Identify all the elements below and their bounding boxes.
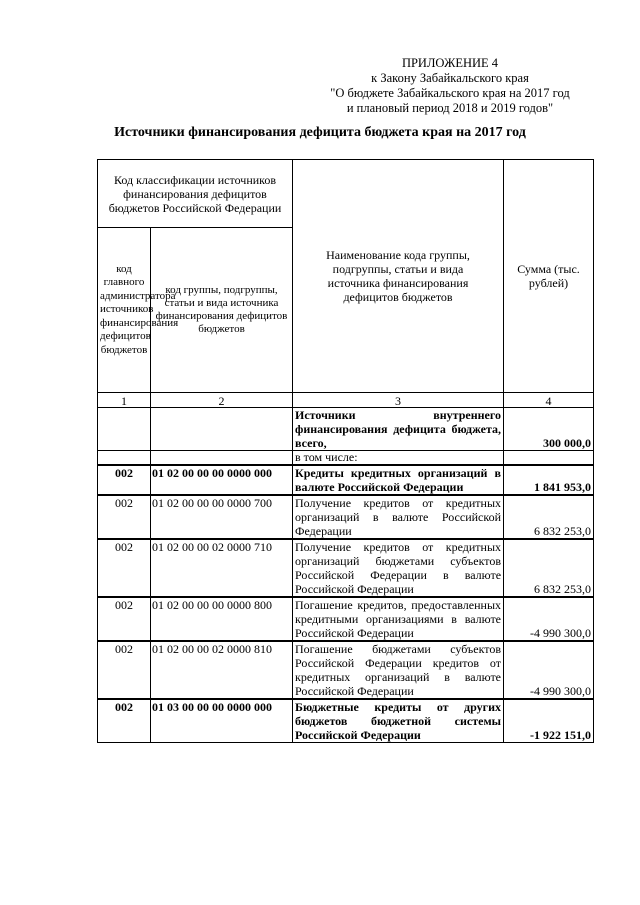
admin-code-cell: 002: [98, 539, 151, 597]
appendix-law-title: "О бюджете Забайкальского края на 2017 год: [330, 86, 570, 100]
sum-cell: 6 832 253,0: [504, 495, 594, 539]
table-row: [98, 495, 594, 539]
table-row: [98, 641, 594, 699]
header-admin-code: код главного администратора источников финансирования дефицитов бюджетов: [98, 228, 151, 393]
sum-cell: 300 000,0: [504, 408, 594, 451]
admin-code-cell: [98, 451, 151, 466]
group-code-cell: 01 03 00 00 00 0000 000: [151, 699, 293, 743]
name-cell: Погашение бюджетами субъектов Российской Федерации кредитов от кредитных организаций в валюте Российской Федерации: [293, 641, 504, 699]
admin-code-cell: 002: [98, 465, 151, 495]
name-cell: Бюджетные кредиты от других бюджетов бюджетной системы Российской Федерации: [293, 699, 504, 743]
sum-cell: 1 841 953,0: [504, 465, 594, 495]
table-row: [98, 465, 594, 495]
document-title: Источники финансирования дефицита бюджета края на 2017 год: [114, 125, 526, 140]
group-code-cell: 01 02 00 00 02 0000 710: [151, 539, 293, 597]
sum-cell: [504, 451, 594, 466]
sum-cell: -4 990 300,0: [504, 597, 594, 641]
sum-cell: 6 832 253,0: [504, 539, 594, 597]
appendix-number: ПРИЛОЖЕНИЕ 4: [401, 56, 499, 70]
admin-code-cell: 002: [98, 641, 151, 699]
group-code-cell: 01 02 00 00 00 0000 700: [151, 495, 293, 539]
table-row: [98, 699, 594, 743]
group-code-cell: 01 02 00 00 00 0000 000: [151, 465, 293, 495]
column-numbers-row: [98, 393, 594, 408]
table-row: [98, 539, 594, 597]
group-code-cell: [151, 408, 293, 451]
table-row: [98, 451, 594, 466]
admin-code-cell: 002: [98, 597, 151, 641]
group-code-cell: 01 02 00 00 02 0000 810: [151, 641, 293, 699]
name-cell: Погашение кредитов, предоставленных кредитными организациями в валюте Российской Федерации: [293, 597, 504, 641]
admin-code-cell: [98, 408, 151, 451]
name-cell: Получение кредитов от кредитных организаций бюджетами субъектов Российской Федерации в валюте Российской Федерации: [293, 539, 504, 597]
admin-code-cell: 002: [98, 495, 151, 539]
header-sum: Сумма (тыс. рублей): [504, 160, 594, 393]
name-cell: в том числе:: [293, 451, 504, 466]
column-number: 1: [98, 393, 151, 408]
sum-cell: -1 922 151,0: [504, 699, 594, 743]
header-group-code: код группы, подгруппы, статьи и вида источника финансирования дефицитов бюджетов: [151, 228, 293, 393]
appendix-header: [300, 56, 600, 116]
header-name: Наименование кода группы, подгруппы, статьи и вида источника финансирования дефицитов бюджетов: [293, 160, 504, 393]
group-code-cell: 01 02 00 00 00 0000 800: [151, 597, 293, 641]
appendix-law-period: и плановый период 2018 и 2019 годов": [346, 101, 554, 115]
column-number: 3: [293, 393, 504, 408]
header-classification: Код классификации источников финансирования дефицитов бюджетов Российской Федерации: [98, 160, 293, 228]
appendix-law-ref: к Закону Забайкальского края: [371, 71, 529, 85]
admin-code-cell: 002: [98, 699, 151, 743]
name-cell: Источники внутреннего финансирования дефицита бюджета, всего,: [293, 408, 504, 451]
table-row: [98, 408, 594, 451]
sum-cell: -4 990 300,0: [504, 641, 594, 699]
column-number: 4: [504, 393, 594, 408]
name-cell: Получение кредитов от кредитных организаций в валюте Российской Федерации: [293, 495, 504, 539]
column-number: 2: [151, 393, 293, 408]
name-cell: Кредиты кредитных организаций в валюте Российской Федерации: [293, 465, 504, 495]
table-row: [98, 597, 594, 641]
group-code-cell: [151, 451, 293, 466]
financing-sources-table: [97, 159, 594, 743]
